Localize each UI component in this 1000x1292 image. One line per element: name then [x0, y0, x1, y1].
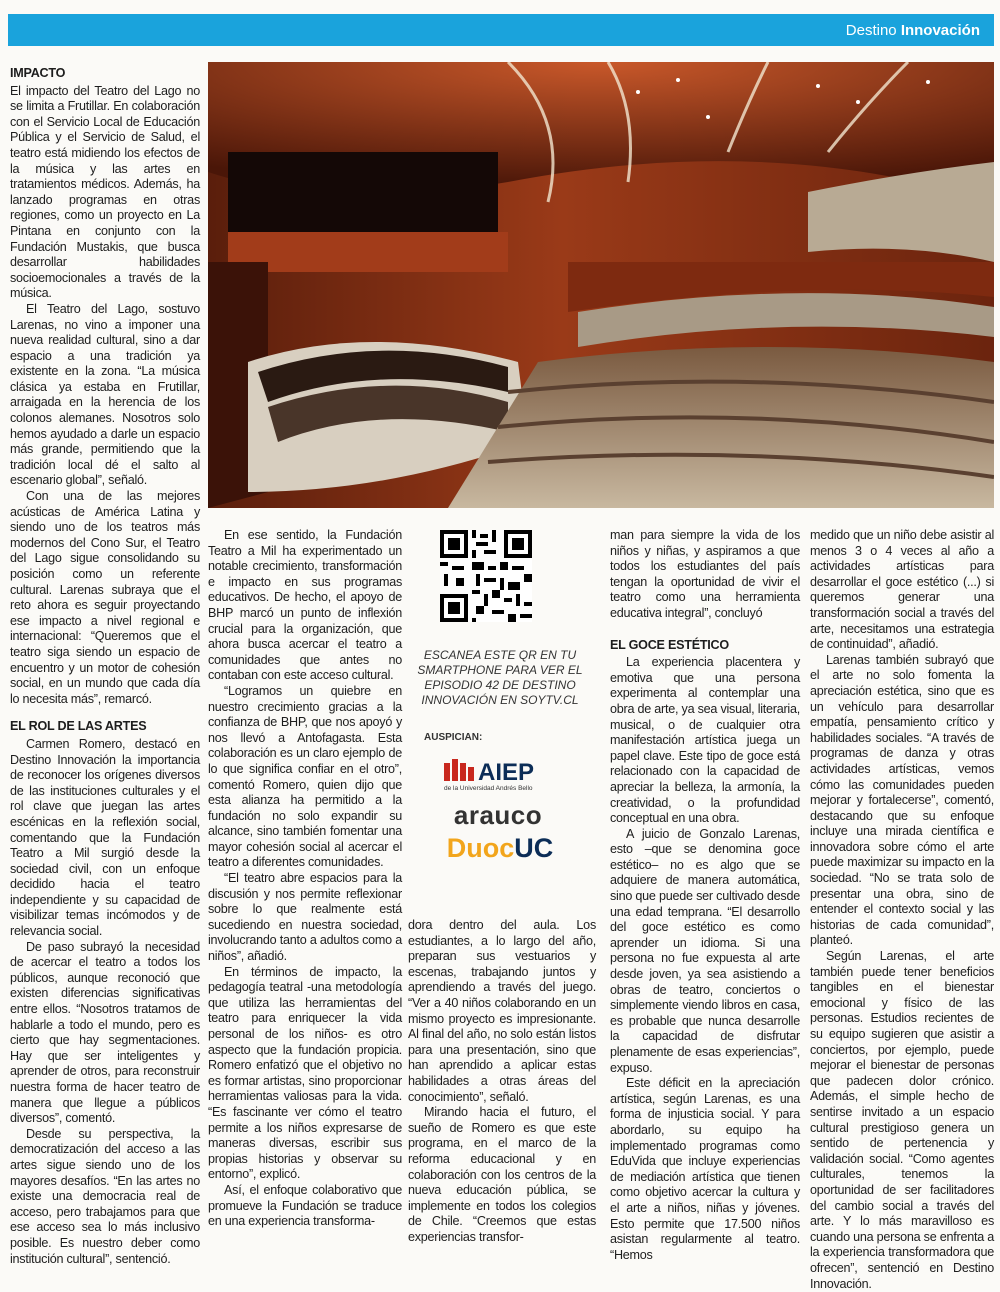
paragraph: Este déficit en la apreciación artística, según Larenas, es una forma de injusticia social. Y para abordarlo, su equipo ha implementado programas como EduVida que incluye experiencias de mediación artística que tienen como objetivo acercar la cultura y el arte a niños, niñas y jóvenes. Esto permite que 17.500 niños asistan regularmente al teatro. “Hemos: [610, 1076, 800, 1262]
paragraph: Desde su perspectiva, la democratización del acceso a las artes sigue siendo uno de los mayores desafíos. “En las artes no existe una democracia real de acceso, pero trabajamos para que ese acceso sea lo más inclusivo posible. Es nuestro deber como institución cultural”, sentenció.: [10, 1126, 200, 1266]
paragraph: Según Larenas, el arte también puede tener beneficios tangibles en el bienestar emocional y físico de las personas. Estudios recientes de su equipo sugieren que asistir a conciertos, por ejemplo, puede mejorar el bienestar de personas que padecen dolor crónico. Además, el simple hecho de sentirse invitado a un espacio cultural prestigioso genera un sentido de pertenencia y validación social. “Como agentes culturales, tenemos la oportunidad de ser facilitadores del cambio social a través del arte. Y lo más maravilloso es cuando una persona se enfrenta a la experiencia transformadora que ofrecen”, sentenció en Destino Innovación.: [810, 949, 994, 1291]
column-2: [208, 528, 402, 1230]
column-4: [610, 528, 800, 1263]
paragraph: En ese sentido, la Fundación Teatro a Mil ha experimentado un notable crecimiento, transformación e impacto en sus programas educativos. De hecho, el apoyo de BHP marcó un punto de inflexión crucial para la organización, que ahora busca acercar el teatro a comunidades que antes no contaban con este acceso cultural.: [208, 528, 402, 683]
column-1: [10, 66, 200, 1267]
section-label: Destino: [845, 22, 897, 39]
paragraph: “El teatro abre espacios para la discusión y nos permite reflexionar sobre lo que realmente está sucediendo en nuestra sociedad, involucrando tanto a adultos como a niños”, añadió.: [208, 871, 402, 964]
paragraph: Mirando hacia el futuro, el sueño de Romero es que este programa, en el marco de la reforma educacional y en colaboración con los centros de la nueva educación pública, se implemente en todos los colegios de Chile. “Creemos que estas experiencias transfor-: [408, 1105, 596, 1244]
section-banner: [8, 14, 994, 46]
paragraph: De paso subrayó la necesidad de acercar el teatro a todos los públicos, aunque reconoció que existen diferencias significativas entre ellos. “Nosotros tratamos de hablarle a todo el mundo, pero es cierto que hay segmentaciones. Hay que ser inteligentes y aprender de otros, para reconstruir nuestra forma de hacer teatro de manera que llegue a públicos diversos”, comentó.: [10, 939, 200, 1126]
theater-hall-photo: [208, 62, 994, 508]
paragraph: medido que un niño debe asistir al menos 3 o 4 veces al año a actividades artísticas para desarrollar el goce estético (...) si queremos generar una transformación social a través del arte, necesitamos una estrategia de continuidad”, añadió.: [810, 528, 994, 652]
column-3: [408, 918, 596, 1245]
paragraph: La experiencia placentera y emotiva que una persona experimenta al contemplar una obra de arte, ya sea visual, literaria, musical, o de cualquier otra manifestación artística juega un papel clave. Este tipo de goce está relacionado con la capacidad de apreciar la belleza, la armonía, la creatividad, o la profundidad conceptual en una obra.: [610, 655, 800, 826]
theater-illustration: [208, 62, 994, 508]
paragraph: “Logramos un quiebre en nuestro crecimiento gracias a la confianza de BHP, que nos apoyó y nos llevó a Antofagasta. Esta colaboración es un claro ejemplo de lo que significa confiar en el otro”, comentó Romero, quien dijo que esta alianza ha permitido a la fundación no solo expandir su alcance, sino también fomentar una mayor cohesión social al acercar el teatro a diferentes comunidades.: [208, 683, 402, 870]
paragraph: Larenas también subrayó que el arte no solo fomenta la apreciación estética, sino que es un vehículo para desarrollar empatía, pensamiento crítico y habilidades sociales. “A través de programas de danza y otras actividades artísticas, vemos cómo las comunidades pueden mejorar y fortalecerse”, comentó, destacando que su enfoque incluye una mirada científica e innovadora sobre cómo el arte puede maximizar su impacto en la sociedad. “No se trata solo de presentar una obra, sino de entender el contexto social y las historias de cada comunidad”, planteó.: [810, 652, 994, 948]
paragraph: Con una de las mejores acústicas de América Latina y siendo uno de los teatros más modernos del Cono Sur, el Teatro del Lago sigue consolidando su posición como un referente cultural. Larenas subraya que el reto ahora es seguir proyectando ese impacto a nivel regional e internacional: “Queremos que el teatro siga siendo un espacio de encuentro y un motor de cohesión social, en un mundo que cada día lo necesita más”, remarcó.: [10, 489, 200, 706]
paragraph: El Teatro del Lago, sostuvo Larenas, no vino a imponer una nueva realidad cultural, sino a dar espacio a una tradición ya existente en la zona. “La música clásica ya estaba en Frutillar, arraigada en la herencia de los colonos alemanes. Nosotros solo hemos ayudado a darle un espacio más grande, permitiendo que la tradición local dé el salto al escenario global”, señaló.: [10, 301, 200, 488]
arauco-logo: arauco: [453, 800, 543, 830]
column-5: [810, 528, 994, 1292]
paragraph: A juicio de Gonzalo Larenas, esto –que se denomina goce estético– no es algo que se adquiere de manera automática, sino que puede ser cultivado desde una edad temprana. “El desarrollo del goce estético es como aprender un idioma. Si una persona no fue expuesta al arte desde joven, ya sea asistiendo a obras de teatro, conciertos o simplemente viendo libros en casa, es probable que nunca desarrolle la capacidad de disfrutar plenamente de esas experiencias”, expuso.: [610, 826, 800, 1075]
paragraph: dora dentro del aula. Los estudiantes, a lo largo del año, preparan sus vestuarios y escenas, trabajando juntos y aprendiendo a través del juego. “Ver a 40 niños colaborando en un mismo proyecto es impresionante. Al final del año, no solo están listos para una presentación, sino que han aprendido a aplicar estas habilidades a otras áreas del conocimiento”, señaló.: [408, 918, 596, 1104]
aiep-wordmark: AIEP: [478, 759, 535, 786]
heading-rol-artes: EL ROL DE LAS ARTES: [10, 719, 147, 734]
paragraph: El impacto del Teatro del Lago no se limita a Frutillar. En colaboración con el Servicio Local de Educación Pública y el Servicio de Salud, el teatro está midiendo los efectos de la música y las artes en tratamientos médicos. Además, ha lanzado programas en otras regiones, como un proyecto en La Pintana en conjunto con la Fundación Mustakis, que busca desarrollar habilidades socioemocionales a través de la música.: [10, 83, 200, 301]
paragraph: Así, el enfoque colaborativo que promueve la Fundación se traduce en una experiencia transforma-: [208, 1182, 402, 1229]
section-label-bold: Innovación: [900, 22, 980, 39]
sponsors-label: AUSPICIAN:: [424, 732, 483, 743]
heading-impacto: IMPACTO: [10, 66, 66, 80]
aiep-building-icon: [444, 755, 560, 793]
duoc-wordmark: Duoc: [446, 833, 515, 863]
heading-goce-estetico: EL GOCE ESTÉTICO: [610, 637, 729, 652]
aiep-subtitle: de la Universidad Andrés Bello: [444, 785, 533, 792]
paragraph: Carmen Romero, destacó en Destino Innovación la importancia de reconocer los orígenes diversos de las instituciones culturales y el rol clave que juegan las artes escénicas en la reflexión social, comentando que la Fundación Teatro a Mil surgió desde la sociedad civil, con un enfoque decidido hacia el teatro independiente y su capacidad de visibilizar temas incómodos y de relevancia social.: [10, 736, 200, 939]
qr-code-icon: [440, 530, 532, 622]
duoc-logo: [442, 833, 558, 864]
paragraph: En términos de impacto, la pedagogía teatral -una metodología que utiliza las herramientas del teatro para enriquecer la vida personal de los niños- es otro aspecto que la fundación propicia. Romero enfatizó que el objetivo no es formar artistas, sino proporcionar herramientas valiosas para la vida. “Es fascinante ver cómo el teatro permite a los niños expresarse de maneras diversas, escribir sus propias historias y observar su entorno”, explicó.: [208, 964, 402, 1182]
duoc-uc-wordmark: UC: [514, 833, 554, 863]
paragraph: man para siempre la vida de los niños y niñas, y aspiramos a que todos los estudiantes del país tengan la oportunidad de vivir el teatro como una herramienta educativa integral”, concluyó: [610, 528, 800, 620]
aiep-logo: [444, 755, 560, 793]
qr-code[interactable]: [440, 530, 532, 622]
qr-caption: ESCANEA ESTE QR EN TU SMARTPHONE PARA VER EL EPISODIO 42 DE DESTINO INNOVACIÓN EN SOYTV.CL: [417, 648, 583, 707]
